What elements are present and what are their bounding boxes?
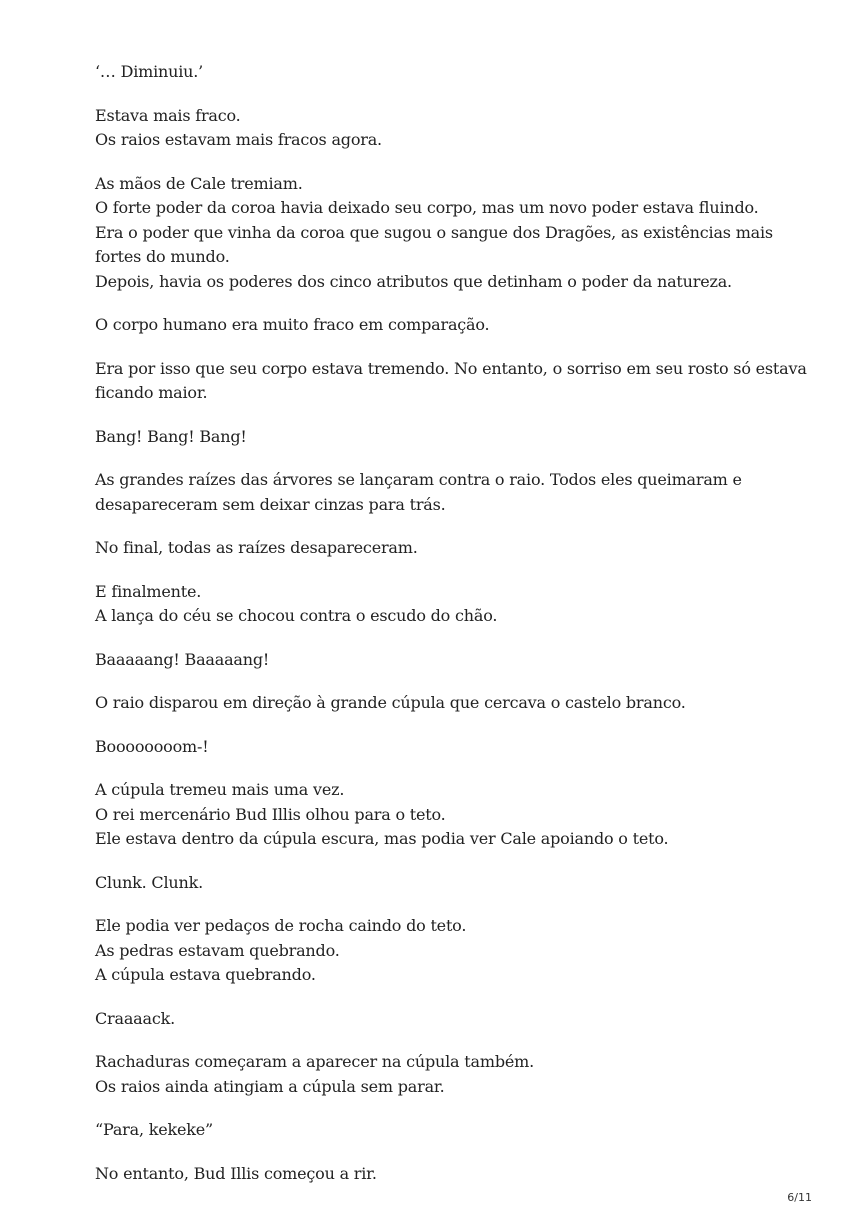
paragraph xyxy=(95,104,795,153)
text-line: As pedras estavam quebrando. xyxy=(95,940,340,960)
paragraph xyxy=(95,425,795,450)
paragraph xyxy=(95,735,795,760)
text-line: Era o poder que vinha da coroa que sugou o sangue dos Dragões, as existências mais xyxy=(95,222,773,242)
text-line: Era por isso que seu corpo estava tremendo. No entanto, o sorriso em seu rosto só estava xyxy=(95,358,807,378)
text-line: Craaaack. xyxy=(95,1008,175,1028)
text-line: As mãos de Cale tremiam. xyxy=(95,173,303,193)
text-line: A lança do céu se chocou contra o escudo do chão. xyxy=(95,606,498,625)
paragraph xyxy=(95,468,795,517)
text-line: “Para, kekeke” xyxy=(95,1120,213,1139)
text-line: Depois, havia os poderes dos cinco atributos que detinham o poder da natureza. xyxy=(95,271,732,291)
page-number: 6/11 xyxy=(787,1191,812,1204)
paragraph xyxy=(95,172,795,295)
text-line: desapareceram sem deixar cinzas para trás. xyxy=(95,494,446,514)
text-line: fortes do mundo. xyxy=(95,247,230,266)
paragraph xyxy=(95,778,795,852)
paragraph xyxy=(95,536,795,561)
text-line: O corpo humano era muito fraco em comparação. xyxy=(95,315,490,334)
text-line: Clunk. Clunk. xyxy=(95,872,203,892)
paragraph xyxy=(95,357,807,406)
paragraph xyxy=(95,60,795,85)
text-line: O forte poder da coroa havia deixado seu corpo, mas um novo poder estava fluindo. xyxy=(95,198,759,217)
paragraph xyxy=(95,313,795,338)
paragraph xyxy=(95,1162,795,1187)
paragraph xyxy=(95,1118,795,1143)
paragraph xyxy=(95,1050,795,1099)
text-line: ficando maior. xyxy=(95,383,208,402)
text-line: ‘… Diminuiu.’ xyxy=(95,62,204,81)
paragraph xyxy=(95,648,795,673)
paragraph xyxy=(95,914,795,988)
text-line: Os raios ainda atingiam a cúpula sem parar. xyxy=(95,1076,445,1096)
text-line: Ele podia ver pedaços de rocha caindo do teto. xyxy=(95,916,467,935)
text-line: Boooooooom-! xyxy=(95,736,209,756)
text-line: Rachaduras começaram a aparecer na cúpula também. xyxy=(95,1052,534,1071)
paragraph xyxy=(95,1007,795,1032)
text-line: No final, todas as raízes desapareceram. xyxy=(95,538,418,557)
paragraph xyxy=(95,580,795,629)
text-line: O raio disparou em direção à grande cúpula que cercava o castelo branco. xyxy=(95,693,686,712)
text-line: O rei mercenário Bud Illis olhou para o teto. xyxy=(95,804,446,824)
text-line: As grandes raízes das árvores se lançaram contra o raio. Todos eles queimaram e xyxy=(95,470,742,489)
text-line: Bang! Bang! Bang! xyxy=(95,426,247,446)
text-line: Baaaaang! Baaaaang! xyxy=(95,649,270,669)
text-line: No entanto, Bud Illis começou a rir. xyxy=(95,1163,377,1183)
text-line: Os raios estavam mais fracos agora. xyxy=(95,130,382,149)
text-line: A cúpula tremeu mais uma vez. xyxy=(95,780,345,799)
text-line: E finalmente. xyxy=(95,581,202,601)
paragraph xyxy=(95,871,795,896)
text-line: A cúpula estava quebrando. xyxy=(95,965,316,984)
text-line: Ele estava dentro da cúpula escura, mas podia ver Cale apoiando o teto. xyxy=(95,829,669,848)
paragraph xyxy=(95,691,795,716)
text-line: Estava mais fraco. xyxy=(95,105,241,125)
